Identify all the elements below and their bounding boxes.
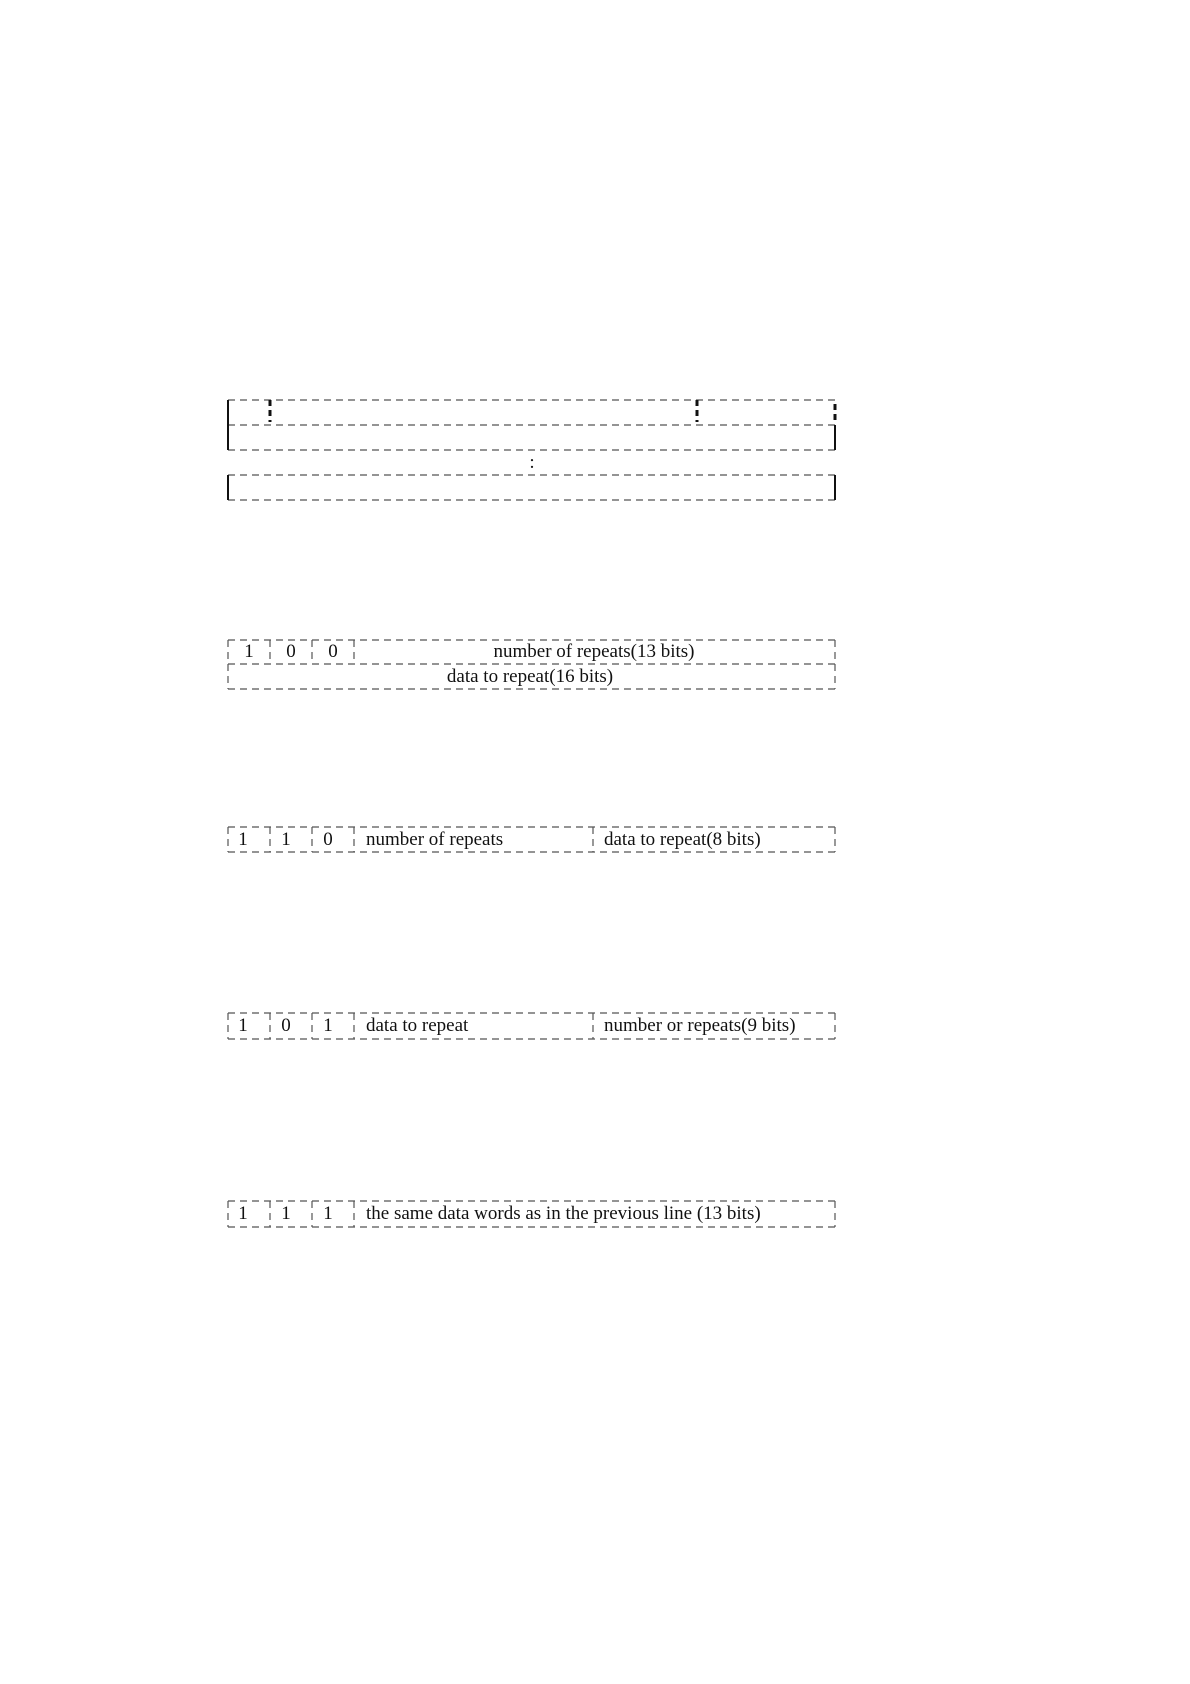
repeat-9-bit-1: 1 — [238, 1015, 248, 1036]
same-line-field: the same data words as in the previous line (13 bits) — [366, 1203, 761, 1224]
generic-frame-colon: : — [529, 452, 535, 473]
repeat-8-bit-1: 1 — [238, 829, 248, 850]
same-line-bit-1: 1 — [238, 1203, 248, 1224]
same-line-bit-3: 1 — [323, 1203, 333, 1224]
repeat-8-count-field: number of repeats — [366, 829, 504, 850]
same-line-bit-2: 1 — [281, 1203, 291, 1224]
repeat-16-data-field: data to repeat(16 bits) — [446, 666, 614, 687]
repeat-9-bit-3: 1 — [323, 1015, 333, 1036]
repeat-9-count-field: number or repeats(9 bits) — [604, 1015, 796, 1036]
repeat-9-data-field: data to repeat — [366, 1015, 469, 1036]
repeat-16-bit-1: 1 — [244, 641, 254, 662]
repeat-16-bit-2: 0 — [286, 641, 296, 662]
repeat-9-bit-2: 0 — [281, 1015, 291, 1036]
repeat-8-data-field: data to repeat(8 bits) — [604, 829, 761, 850]
repeat-8-bit-3: 0 — [323, 829, 333, 850]
repeat-16-bit-3: 0 — [328, 641, 338, 662]
repeat-16-count-field: number of repeats(13 bits) — [493, 641, 695, 662]
repeat-8-bit-2: 1 — [281, 829, 291, 850]
